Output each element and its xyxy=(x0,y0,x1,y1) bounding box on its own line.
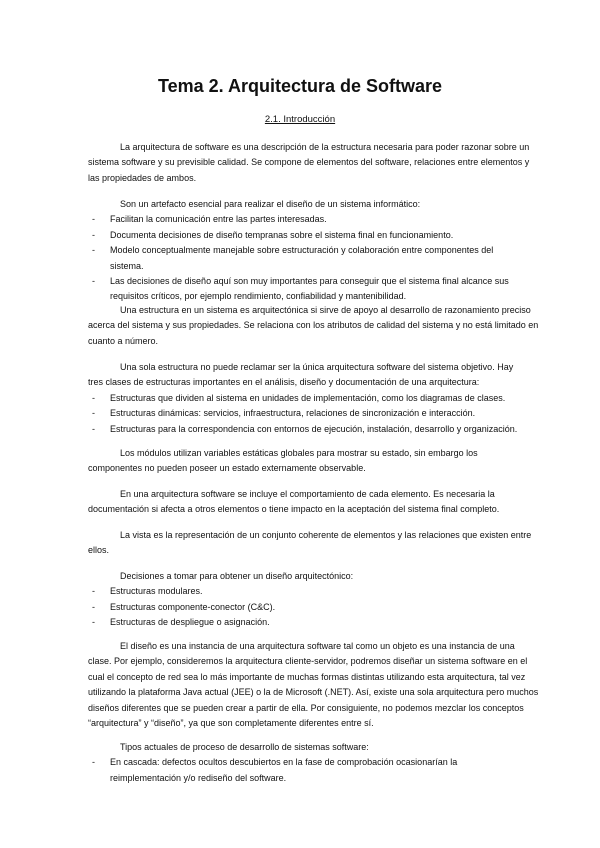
list-item-line: Estructuras modulares. xyxy=(110,586,203,597)
bullet-dash: - xyxy=(92,214,95,225)
list-item xyxy=(88,391,528,406)
list-item-line: Estructuras dinámicas: servicios, infraestructura, relaciones de sincronización e interacción. xyxy=(110,408,476,419)
paragraph-line: utilizando la plataforma Java actual (JEE) o la de Microsoft (.NET). Así, existe una sola arquitectura pero muchos xyxy=(88,687,539,698)
bullet-list xyxy=(88,391,528,437)
list-item xyxy=(88,422,528,437)
list-item xyxy=(88,212,528,227)
paragraph-line: sistema software y su previsible calidad. Se compone de elementos del software, relaciones entre elementos y xyxy=(88,157,530,168)
paragraph-line: Los módulos utilizan variables estáticas globales para mostrar su estado, sin embargo los xyxy=(120,448,478,458)
paragraph-line: componentes no pueden poseer un estado externamente observable. xyxy=(88,463,366,474)
paragraph-line: clase. Por ejemplo, consideremos la arquitectura cliente-servidor, podremos diseñar un sistema software en el xyxy=(88,656,528,667)
paragraph xyxy=(88,360,528,391)
list-item-line: En cascada: defectos ocultos descubiertos en la fase de comprobación ocasionarían la xyxy=(110,757,458,768)
bullet-dash: - xyxy=(92,601,95,612)
paragraph-line: Una sola estructura no puede reclamar ser la única arquitectura software del sistema objetivo. Hay xyxy=(120,362,514,372)
list-item-line: sistema. xyxy=(110,260,144,271)
list-item xyxy=(88,243,528,274)
list-item xyxy=(88,584,528,599)
paragraph-line: acerca del sistema y sus propiedades. Se relaciona con los atributos de calidad del sistema y no está limitado en xyxy=(88,320,539,331)
paragraph-line: tres clases de estructuras importantes en el análisis, diseño y documentación de una arquitectura: xyxy=(88,377,480,388)
list-item-line: Estructuras para la correspondencia con entornos de ejecución, instalación, desarrollo y organización. xyxy=(110,423,518,434)
list-item-line: Estructuras componente-conector (C&C). xyxy=(110,601,276,612)
list-intro: Son un artefacto esencial para realizar el diseño de un sistema informático: xyxy=(120,199,421,209)
list-item-line: requisitos críticos, por ejemplo rendimiento, confiabilidad y mantenibilidad. xyxy=(110,291,407,302)
document-title: Tema 2. Arquitectura de Software xyxy=(157,76,443,96)
list-item-line: Las decisiones de diseño aquí son muy importantes para conseguir que el sistema final alcance sus xyxy=(110,276,509,287)
list-item xyxy=(88,228,528,243)
bullet-list xyxy=(88,569,528,631)
bullet-dash: - xyxy=(92,423,95,434)
paragraph-line: Una estructura en un sistema es arquitectónica si sirve de apoyo al desarrollo de razonamiento preciso xyxy=(120,305,531,315)
bullet-dash: - xyxy=(92,276,95,287)
paragraph xyxy=(88,303,539,349)
list-intro: Decisiones a tomar para obtener un diseño arquitectónico: xyxy=(120,571,354,581)
list-item-line: Documenta decisiones de diseño tempranas sobre el sistema final en funcionamiento. xyxy=(110,229,454,240)
paragraph xyxy=(88,528,532,559)
paragraph-line: cual el concepto de red sea lo más importante de muchas formas distintas utilizando esta arquitectura, tal vez xyxy=(88,671,526,682)
bullet-dash: - xyxy=(92,617,95,628)
paragraph-line: las propiedades de ambos. xyxy=(88,172,197,183)
list-item-line: Estructuras que dividen al sistema en unidades de implementación, como los diagramas de clases. xyxy=(110,393,506,403)
list-item xyxy=(88,755,528,786)
list-item-line: reimplementación y/o rediseño del software. xyxy=(110,772,287,783)
bullet-dash: - xyxy=(92,757,95,768)
bullet-dash: - xyxy=(92,586,95,597)
paragraph-line: diseños diferentes que se pueden crear a partir de ella. Por consiguiente, no podemos mezclar los conceptos xyxy=(88,702,524,713)
section-heading: 2.1. Introducción xyxy=(264,114,336,125)
list-item xyxy=(88,406,528,421)
paragraph xyxy=(88,446,528,477)
list-item-line: Estructuras de despliegue o asignación. xyxy=(110,617,270,628)
paragraph-line: La vista es la representación de un conjunto coherente de elementos y las relaciones que existen entre xyxy=(120,530,532,540)
list-item xyxy=(88,274,528,305)
list-item-line: Modelo conceptualmente manejable sobre estructuración y colaboración entre componentes del xyxy=(110,245,494,256)
list-item-line: Facilitan la comunicación entre las partes interesadas. xyxy=(110,214,327,225)
bullet-dash: - xyxy=(92,393,95,403)
list-item xyxy=(88,600,528,615)
paragraph-line: El diseño es una instancia de una arquitectura software tal como un objeto es una instancia de una xyxy=(120,641,515,651)
paragraph-line: cuanto a número. xyxy=(88,335,159,346)
paragraph xyxy=(88,487,528,518)
paragraph-line: “arquitectura” y “diseño”, ya que son completamente diferentes entre sí. xyxy=(88,718,374,729)
paragraph-line: ellos. xyxy=(88,545,110,556)
list-item xyxy=(88,615,528,630)
bullet-dash: - xyxy=(92,229,95,240)
paragraph-line: En una arquitectura software se incluye el comportamiento de cada elemento. Es necesaria la xyxy=(120,489,495,499)
bullet-dash: - xyxy=(92,245,95,256)
bullet-dash: - xyxy=(92,408,95,419)
paragraph-line: documentación si afecta a otros elementos o tiene impacto en la aceptación del sistema final completo. xyxy=(88,504,500,515)
paragraph xyxy=(88,639,539,731)
bullet-list xyxy=(88,740,528,786)
list-intro: Tipos actuales de proceso de desarrollo de sistemas software: xyxy=(120,742,369,752)
paragraph-line: La arquitectura de software es una descripción de la estructura necesaria para poder razonar sobre un xyxy=(120,142,530,152)
paragraph xyxy=(88,140,528,186)
bullet-list xyxy=(88,197,528,305)
